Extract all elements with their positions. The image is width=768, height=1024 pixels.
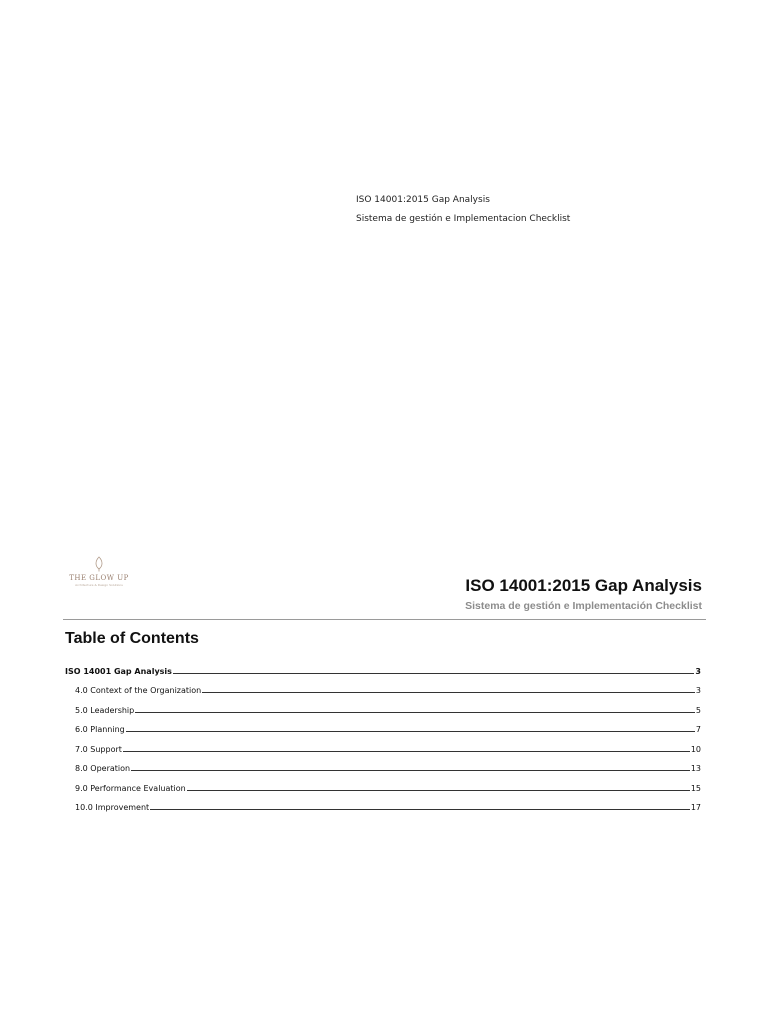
toc-entry-page: 3 (695, 686, 701, 695)
logo-tagline: Architecture & Design Solutions (75, 583, 123, 587)
toc-list (65, 656, 701, 812)
toc-entry[interactable] (65, 715, 701, 735)
header-subtitle: Sistema de gestión e Implementación Checklist (465, 600, 702, 612)
cover-subtitle: Sistema de gestión e Implementacion Checklist (356, 214, 571, 224)
toc-entry-label: 8.0 Operation (75, 764, 131, 773)
toc-entry-page: 17 (690, 803, 701, 812)
toc-entry-label: 5.0 Leadership (75, 705, 135, 715)
cover-title: ISO 14001:2015 Gap Analysis (356, 195, 490, 205)
toc-entry-label: 10.0 Improvement (75, 803, 150, 812)
toc-entry-page: 5 (695, 705, 701, 715)
header-divider (63, 619, 706, 620)
toc-leader (150, 809, 690, 810)
leaf-outline-icon (93, 556, 105, 572)
header-title: ISO 14001:2015 Gap Analysis (465, 576, 702, 595)
toc-entry[interactable] (65, 773, 701, 793)
toc-leader (123, 751, 690, 752)
toc-leader (173, 673, 694, 674)
toc-entry-label: 6.0 Planning (75, 725, 125, 734)
toc-entry[interactable] (65, 793, 701, 813)
toc-entry-label: 9.0 Performance Evaluation (75, 783, 186, 793)
toc-entry[interactable] (65, 695, 701, 715)
toc-entry[interactable] (65, 754, 701, 774)
toc-entry-page: 15 (690, 783, 701, 793)
logo-name: THE GLOW UP (69, 574, 129, 582)
toc-entry-label: 4.0 Context of the Organization (75, 686, 202, 695)
company-logo (64, 556, 134, 596)
toc-entry-page: 10 (690, 744, 701, 754)
toc-entry-page: 3 (695, 666, 701, 676)
toc-entry-label: ISO 14001 Gap Analysis (65, 666, 172, 676)
toc-entry[interactable] (65, 676, 701, 696)
toc-leader (131, 770, 690, 771)
toc-entry-page: 7 (695, 725, 701, 734)
toc-leader (126, 731, 695, 732)
toc-entry-label: 7.0 Support (75, 744, 122, 754)
toc-heading: Table of Contents (65, 630, 199, 647)
toc-leader (135, 712, 695, 713)
toc-entry[interactable] (65, 734, 701, 754)
toc-leader (187, 790, 690, 791)
toc-leader (202, 692, 695, 693)
toc-entry[interactable] (65, 656, 701, 676)
toc-entry-page: 13 (690, 764, 701, 773)
